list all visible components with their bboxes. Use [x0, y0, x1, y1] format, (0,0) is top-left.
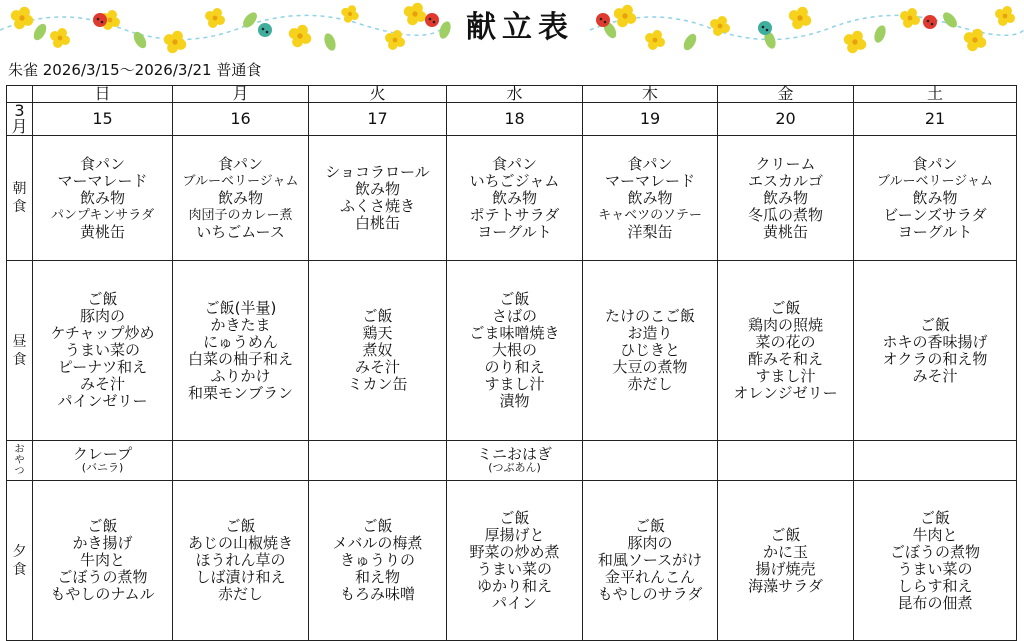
- dish-item: 鶏肉の照焼: [747, 315, 823, 334]
- dish-item: みそ汁: [912, 366, 958, 385]
- breakfast-cell: [309, 136, 447, 261]
- date-header: 21: [854, 103, 1017, 136]
- date-row: [7, 103, 1017, 136]
- meal-label-breakfast: [7, 136, 33, 261]
- dinner-cell: [583, 481, 718, 641]
- lunch-cell: [583, 261, 718, 441]
- flower-icon: [710, 16, 730, 36]
- dish-item: うまい菜の ピーナツ和え: [57, 341, 148, 376]
- dish-item: メバルの梅煮: [332, 534, 423, 552]
- ladybug-spot: [262, 28, 265, 31]
- dish-list: [33, 156, 172, 241]
- snack-cell: [583, 441, 718, 481]
- dish-item: 飲み物: [627, 188, 673, 207]
- date-header: 16: [173, 103, 309, 136]
- breakfast-cell: [33, 136, 173, 261]
- ladybug-spot: [101, 21, 104, 24]
- date-header: 19: [583, 103, 718, 136]
- dish-item: オレンジゼリー: [733, 383, 838, 402]
- weekday-header: 火: [309, 86, 447, 103]
- dish-item: もやしのサラダ: [597, 585, 703, 603]
- dish-item: ビーンズサラダ: [883, 205, 987, 224]
- dish-list: [854, 510, 1016, 612]
- weekday-row: [7, 86, 1017, 103]
- dish-item: 黄桃缶: [79, 222, 125, 241]
- dish-list: [583, 308, 717, 393]
- dish-item: うまい菜の ゆかり和え: [476, 559, 552, 595]
- dish-item: 飲み物: [79, 188, 125, 207]
- dish-item: うまい菜の しらす和え: [897, 559, 973, 595]
- snack-row: [7, 441, 1017, 481]
- leaf-icon: [31, 22, 49, 43]
- weekday-header: 水: [447, 86, 583, 103]
- dinner-cell: [173, 481, 309, 641]
- dish-item: たけのこご飯: [604, 307, 695, 325]
- flower-icon: [995, 6, 1015, 26]
- snack-item: クレープ: [72, 445, 133, 463]
- dish-item: 食パン: [491, 154, 537, 173]
- dish-item: ふくさ焼き: [339, 197, 415, 215]
- dish-item: マーマレード: [57, 171, 148, 190]
- dish-item: みそ汁: [79, 375, 125, 393]
- flower-icon: [385, 30, 405, 50]
- dish-list: [854, 156, 1016, 241]
- dish-item: ポテトサラダ: [469, 205, 560, 224]
- dish-item: 豚肉の ケチャップ炒め: [50, 307, 155, 342]
- dish-list: [854, 317, 1016, 385]
- dish-item: 赤だし: [217, 585, 263, 603]
- meal-label-text: 朝 食: [12, 181, 27, 215]
- dish-item: ほうれん草の しば漬け和え: [195, 551, 286, 586]
- ladybug-spot: [927, 20, 930, 23]
- dish-item: かきたま にゅうめん: [203, 315, 278, 351]
- snack-cell: [173, 441, 309, 481]
- dish-item: 大根の のり和え: [484, 341, 545, 376]
- meal-label-text: 夕 食: [12, 543, 27, 578]
- dinner-cell: [718, 481, 854, 641]
- menu-subtitle: 朱雀 2026/3/15〜2026/3/21 普通食: [8, 61, 262, 79]
- snack-item: ミニおはぎ: [476, 445, 552, 463]
- dish-item: 菜の花の 酢みそ和え: [747, 332, 823, 368]
- dish-list: [173, 300, 308, 402]
- month-label: 3月: [7, 103, 33, 136]
- dish-item: 豚肉の 和風ソースがけ: [597, 534, 703, 569]
- snack-note: (つぶあん): [488, 461, 541, 474]
- lunch-row: [7, 261, 1017, 441]
- dish-list: [718, 300, 853, 402]
- snack-cell: [718, 441, 854, 481]
- dinner-cell: [854, 481, 1017, 641]
- dish-item: すまし汁: [484, 375, 545, 393]
- dish-list: [309, 518, 446, 603]
- dish-item: ブルーベリージャム: [877, 173, 993, 189]
- dish-item: ご飯: [362, 517, 393, 535]
- dish-item: お造り: [627, 324, 673, 342]
- dish-item: 鶏天: [362, 324, 393, 342]
- dish-list: [173, 518, 308, 603]
- dish-item: 飲み物: [354, 180, 400, 198]
- dish-item: マーマレード: [604, 171, 695, 190]
- leaf-icon: [681, 32, 699, 53]
- dish-item: ご飯: [499, 290, 530, 308]
- dish-item: 食パン: [79, 154, 125, 173]
- flower-icon: [164, 31, 186, 53]
- dish-list: [583, 156, 717, 241]
- flower-icon: [289, 25, 311, 47]
- dish-item: パイン: [491, 593, 537, 612]
- ladybug-icon: [93, 13, 107, 27]
- dish-list: [309, 308, 446, 393]
- dish-item: ひじきと 大豆の煮物: [612, 341, 688, 376]
- dish-item: 海藻サラダ: [748, 576, 823, 595]
- ladybug-spot: [429, 18, 432, 21]
- dish-list: [583, 518, 717, 603]
- flower-icon: [341, 5, 358, 22]
- ladybug-icon: [596, 13, 610, 27]
- dish-item: 肉団子のカレー煮: [188, 207, 293, 223]
- corner-cell: [7, 86, 33, 103]
- dish-item: ご飯: [770, 525, 801, 544]
- dish-item: 煮奴: [362, 341, 393, 359]
- flower-icon: [11, 7, 33, 29]
- weekday-header: 木: [583, 86, 718, 103]
- ladybug-spot: [266, 31, 269, 34]
- ladybug-spot: [931, 23, 934, 26]
- ladybug-spot: [762, 26, 765, 29]
- weekday-header: 日: [33, 86, 173, 103]
- dish-item: 牛肉と ごぼうの煮物: [889, 525, 980, 561]
- snack-cell: [33, 441, 173, 481]
- dish-list: [718, 156, 853, 241]
- dish-item: ヨーグルト: [477, 222, 552, 241]
- dish-list: [33, 291, 172, 410]
- dish-item: 厚揚げと 野菜の炒め煮: [469, 525, 560, 561]
- flower-icon: [900, 8, 920, 28]
- snack-cell: [309, 441, 447, 481]
- dish-item: ご飯: [225, 517, 256, 535]
- dish-item: あじの山椒焼き: [187, 534, 293, 552]
- ladybug-icon: [425, 13, 439, 27]
- leaf-icon: [872, 24, 888, 44]
- dish-item: 食パン: [912, 154, 958, 173]
- snack-cell: [447, 441, 583, 481]
- dish-item: かき揚げ: [72, 534, 133, 552]
- ladybug-icon: [923, 15, 937, 29]
- flower-icon: [789, 7, 811, 29]
- dish-item: ご飯: [87, 290, 118, 308]
- dish-item: ご飯: [362, 307, 393, 325]
- ladybug-spot: [433, 21, 436, 24]
- meal-label-text: 昼 食: [12, 333, 27, 368]
- dish-list: [173, 156, 308, 241]
- breakfast-cell: [447, 136, 583, 261]
- flower-icon: [50, 28, 70, 48]
- dish-list: [718, 527, 853, 595]
- weekday-header: 土: [854, 86, 1017, 103]
- dinner-row: [7, 481, 1017, 641]
- lunch-cell: [447, 261, 583, 441]
- dish-item: 和栗モンブラン: [187, 383, 293, 402]
- dish-item: 食パン: [217, 154, 263, 173]
- flower-icon: [614, 5, 636, 27]
- breakfast-cell: [854, 136, 1017, 261]
- dish-item: 揚げ焼売: [755, 559, 816, 578]
- breakfast-row: [7, 136, 1017, 261]
- dish-item: ご飯: [87, 517, 118, 535]
- dish-item: ホキの香味揚げ: [882, 332, 988, 351]
- dish-item: ヨーグルト: [897, 222, 973, 241]
- dish-item: ご飯: [499, 508, 530, 527]
- snack-cell: [854, 441, 1017, 481]
- page-title: 献立表: [466, 10, 574, 45]
- snack-note: (バニラ): [81, 461, 124, 474]
- date-header: 17: [309, 103, 447, 136]
- dish-item: ふりかけ: [210, 366, 271, 385]
- dish-item: みそ汁: [354, 358, 400, 376]
- flower-icon: [404, 3, 426, 25]
- dinner-cell: [33, 481, 173, 641]
- dish-item: ご飯: [770, 298, 801, 317]
- lunch-cell: [309, 261, 447, 441]
- ladybug-icon: [758, 21, 772, 35]
- lunch-cell: [718, 261, 854, 441]
- dish-item: ご飯(半量): [204, 298, 277, 317]
- dish-item: ご飯: [919, 508, 950, 527]
- lunch-cell: [33, 261, 173, 441]
- leaf-icon: [940, 10, 959, 30]
- dish-item: ご飯: [919, 315, 950, 334]
- meal-label-text: お や つ: [14, 444, 25, 477]
- flower-icon: [205, 8, 225, 28]
- dinner-cell: [309, 481, 447, 641]
- date-header: 20: [718, 103, 854, 136]
- dish-item: ショコラロール: [325, 163, 430, 181]
- dish-item: パンプキンサラダ: [50, 207, 155, 223]
- flower-icon: [844, 31, 866, 53]
- dish-item: きゅうりの 和え物: [339, 551, 415, 586]
- dish-item: 白菜の柚子和え: [187, 349, 293, 368]
- meal-label-lunch: [7, 261, 33, 441]
- dish-item: いちごジャム: [469, 171, 560, 190]
- dish-list: [33, 518, 172, 603]
- dish-item: 飲み物: [912, 188, 958, 207]
- dish-item: すまし汁: [755, 366, 816, 385]
- ladybug-spot: [600, 18, 603, 21]
- dish-item: 黄桃缶: [762, 222, 808, 241]
- dish-item: 食パン: [627, 154, 673, 173]
- dish-item: 飲み物: [491, 188, 537, 207]
- weekday-header: 月: [173, 86, 309, 103]
- dinner-cell: [447, 481, 583, 641]
- dish-item: オクラの和え物: [882, 349, 988, 368]
- dish-item: ミカン缶: [347, 375, 408, 393]
- dish-item: パインゼリー: [57, 392, 148, 410]
- ladybug-icon: [258, 23, 272, 37]
- lunch-cell: [173, 261, 309, 441]
- dish-item: 昆布の佃煮: [897, 593, 973, 612]
- ladybug-spot: [604, 21, 607, 24]
- dish-item: 飲み物: [762, 188, 808, 207]
- ladybug-spot: [766, 29, 769, 32]
- dish-list: [447, 156, 582, 241]
- breakfast-cell: [718, 136, 854, 261]
- dish-item: 飲み物: [217, 188, 263, 207]
- dish-item: かに玉: [762, 542, 808, 561]
- meal-label-dinner: [7, 481, 33, 641]
- date-header: 18: [447, 103, 583, 136]
- breakfast-cell: [173, 136, 309, 261]
- weekday-header: 金: [718, 86, 854, 103]
- dish-item: 洋梨缶: [627, 222, 673, 241]
- dish-item: 金平れんこん: [604, 568, 695, 586]
- flower-icon: [645, 30, 665, 50]
- dish-item: 白桃缶: [354, 214, 400, 232]
- dish-item: いちごムース: [196, 222, 285, 241]
- dish-item: もやしのナムル: [50, 585, 155, 603]
- dish-list: [309, 164, 446, 232]
- dish-item: ブルーベリージャム: [182, 173, 299, 189]
- dish-item: 牛肉と ごぼうの煮物: [57, 551, 148, 586]
- date-header: 15: [33, 103, 173, 136]
- dish-item: 漬物: [499, 392, 530, 410]
- meal-label-snack: [7, 441, 33, 481]
- menu-table: [6, 85, 1017, 641]
- dish-item: もろみ味噌: [339, 585, 415, 603]
- dish-item: クリーム エスカルゴ: [747, 154, 823, 190]
- dish-list: [447, 510, 582, 612]
- leaf-icon: [322, 32, 338, 52]
- dish-item: さばの ごま味噌焼き: [469, 307, 560, 342]
- lunch-cell: [854, 261, 1017, 441]
- ladybug-spot: [97, 18, 100, 21]
- dish-item: キャベツのソテー: [598, 207, 702, 223]
- dish-item: 冬瓜の煮物: [747, 205, 823, 224]
- dish-list: [447, 291, 582, 410]
- dish-item: 赤だし: [627, 375, 673, 393]
- dish-item: ご飯: [634, 517, 665, 535]
- breakfast-cell: [583, 136, 718, 261]
